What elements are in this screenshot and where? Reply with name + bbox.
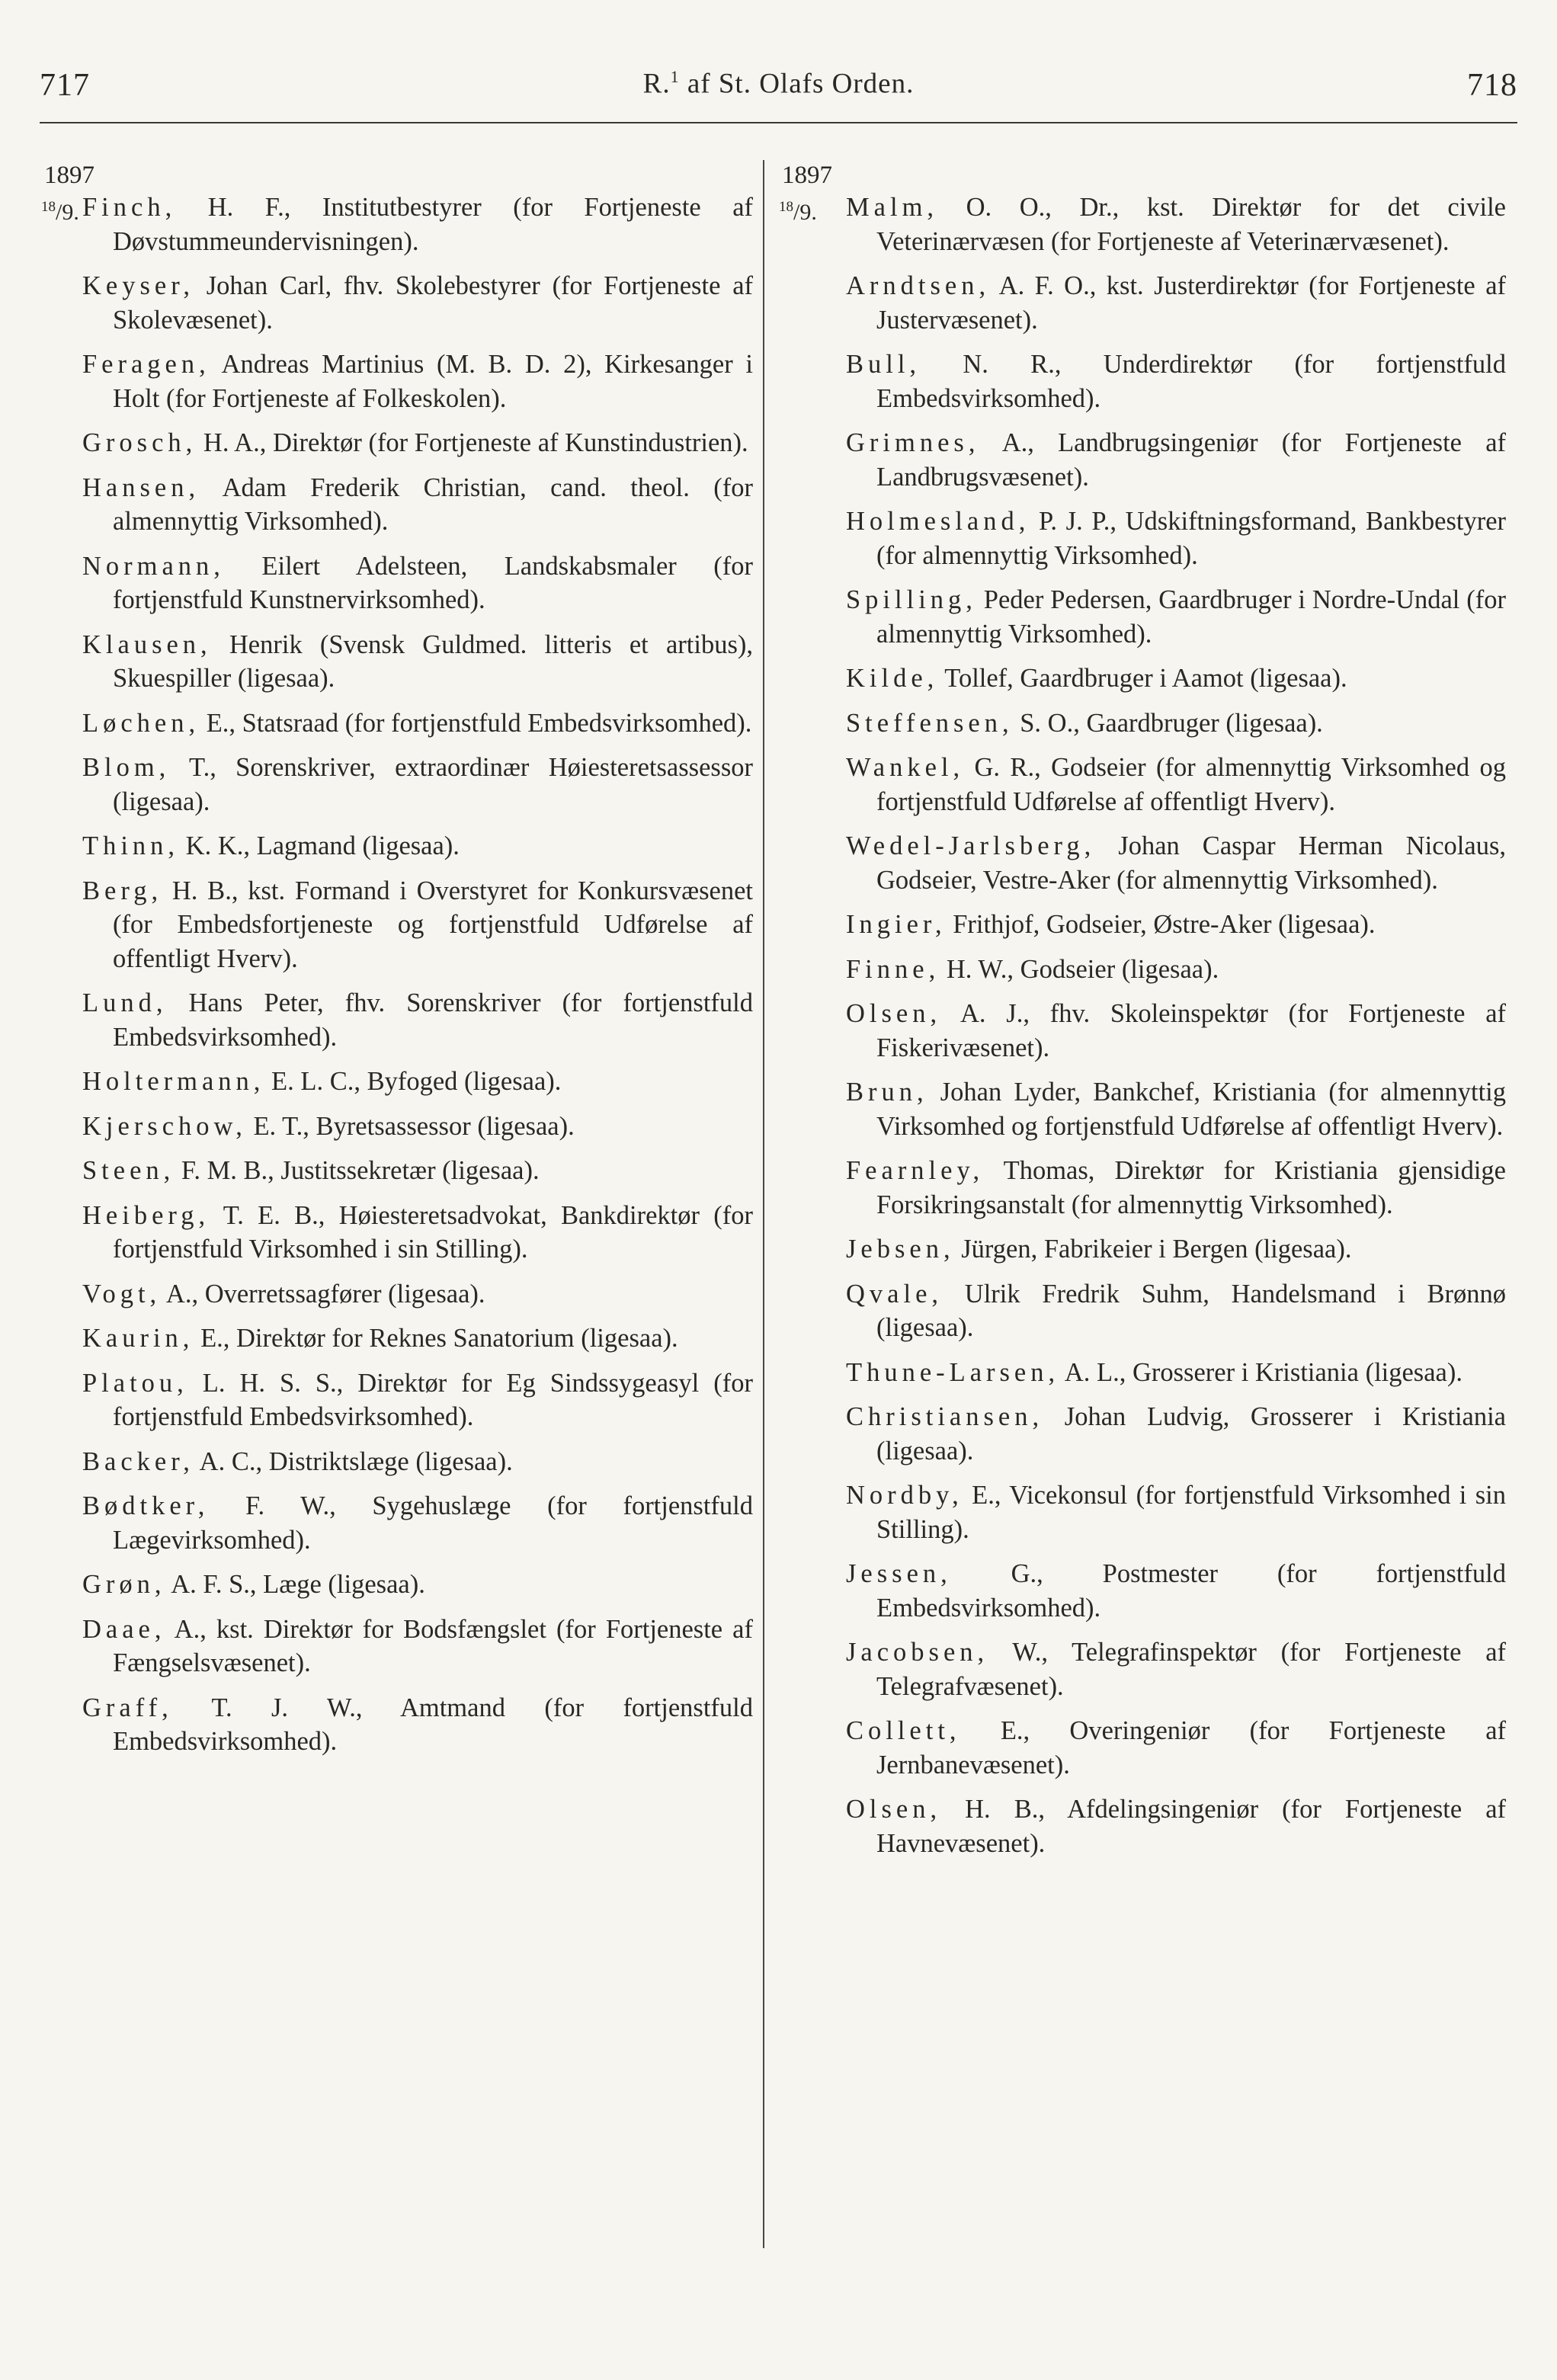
entry-text: E., Direktør for Reknes Sanatorium (ligesaa). xyxy=(194,1324,678,1353)
entry-body xyxy=(82,426,753,460)
entry-name: Heiberg, xyxy=(82,1200,210,1230)
entry-text: Adam Frederik Christian, cand. theol. (for almennyttig Virksomhed). xyxy=(113,472,753,536)
entry-text: Jürgen, Fabrikeier i Bergen (ligesaa). xyxy=(954,1235,1352,1264)
entry-text: Hans Peter, fhv. Sorenskriver (for fortjenstfuld Embedsvirksomhed). xyxy=(113,988,753,1052)
entry-name: Blom, xyxy=(82,753,171,782)
entry-name: Spilling, xyxy=(846,585,977,614)
header-rule xyxy=(40,122,1517,123)
entry-body xyxy=(846,1277,1506,1345)
entry-body xyxy=(846,505,1506,572)
entry-name: Steffensen, xyxy=(846,708,1014,738)
entry-body xyxy=(82,986,753,1054)
list-item xyxy=(44,348,753,415)
entry-name: Holtermann, xyxy=(82,1067,265,1096)
entry-body xyxy=(82,1691,753,1759)
entry-body xyxy=(82,874,753,976)
entry-body xyxy=(846,1400,1506,1468)
running-title xyxy=(40,67,1517,100)
entry-name: Arndtsen, xyxy=(846,271,991,300)
entry-text: E., Overingeniør (for Fortjeneste af Jernbanevæsenet). xyxy=(876,1716,1506,1779)
date-day: 18 xyxy=(41,199,56,215)
list-item xyxy=(44,549,753,617)
entry-body xyxy=(846,1154,1506,1222)
entry-body xyxy=(82,1613,753,1680)
list-item xyxy=(44,269,753,337)
list-item xyxy=(782,751,1506,818)
entry-body xyxy=(846,751,1506,818)
entry-text: Eilert Adelsteen, Landskabsmaler (for fortjenstfuld Kunstnervirksomhed). xyxy=(113,551,753,614)
entry-body xyxy=(846,706,1506,741)
entry-text: Frithjof, Godseier, Østre-Aker (ligesaa). xyxy=(946,910,1376,939)
list-item xyxy=(782,1154,1506,1222)
entry-text: H. W., Godseier (ligesaa). xyxy=(940,954,1219,984)
left-column xyxy=(41,160,753,1770)
list-item xyxy=(782,1075,1506,1143)
list-item xyxy=(782,269,1506,337)
entry-name: Feragen, xyxy=(82,350,210,379)
entry-text: A. F. S., Læge (ligesaa). xyxy=(165,1570,425,1599)
entry-name: Wankel, xyxy=(846,753,965,782)
entry-body xyxy=(846,661,1506,696)
entry-name: Christiansen, xyxy=(846,1402,1044,1431)
list-item xyxy=(782,583,1506,651)
entry-name: Qvale, xyxy=(846,1279,943,1309)
title-suffix: af St. Olafs Orden. xyxy=(679,68,915,100)
date-month: 9 xyxy=(62,200,74,225)
entry-name: Klausen, xyxy=(82,629,212,659)
entry-name: Berg, xyxy=(82,876,163,905)
entry-name: Olsen, xyxy=(846,999,942,1028)
list-item xyxy=(41,191,753,258)
list-item xyxy=(44,751,753,818)
entry-body xyxy=(846,269,1506,337)
entry-text: H. B., Afdelingsingeniør (for Fortjeneste af Havnevæsenet). xyxy=(876,1795,1506,1858)
list-item xyxy=(782,505,1506,572)
date-month: 9 xyxy=(799,200,812,225)
entry-name: Kilde, xyxy=(846,664,939,693)
entry-date: $^{18}$/9. xyxy=(779,199,817,225)
entry-text: G., Postmester (for fortjenstfuld Embedsvirksomhed). xyxy=(876,1559,1506,1622)
entry-text: H. F., Institutbestyrer (for Fortjeneste af Døvstummeundervisningen). xyxy=(113,193,753,256)
entry-name: Finch, xyxy=(82,193,177,222)
list-item xyxy=(782,953,1506,987)
entry-name: Kaurin, xyxy=(82,1324,194,1353)
entry-text: N. R., Underdirektør (for fortjenstfuld Embedsvirksomhed). xyxy=(876,350,1506,413)
entry-body xyxy=(846,997,1506,1065)
entry-name: Jessen, xyxy=(846,1559,952,1588)
entry-name: Bull, xyxy=(846,350,921,379)
list-item xyxy=(44,628,753,696)
list-item xyxy=(782,1400,1506,1468)
entry-body xyxy=(82,1568,753,1602)
entry-body xyxy=(82,191,753,258)
entry-name: Collett, xyxy=(846,1716,961,1745)
right-column xyxy=(779,160,1506,1871)
entry-body xyxy=(846,908,1506,942)
entry-name: Holmesland, xyxy=(846,507,1030,536)
list-item xyxy=(782,1714,1506,1782)
entry-body xyxy=(846,583,1506,651)
entry-body xyxy=(846,1232,1506,1267)
list-item xyxy=(44,1366,753,1434)
entry-body xyxy=(846,1478,1506,1546)
entry-body xyxy=(846,953,1506,987)
list-item xyxy=(779,191,1506,258)
entry-name: Ingier, xyxy=(846,910,947,939)
entry-text: H. A., Direktør (for Fortjeneste af Kunstindustrien). xyxy=(197,428,748,457)
date-day: 18 xyxy=(779,199,793,215)
list-item xyxy=(782,1232,1506,1267)
title-prefix: R. xyxy=(642,68,671,100)
entry-text: W., Telegrafinspektør (for Fortjeneste af Telegrafvæsenet). xyxy=(876,1638,1506,1701)
entry-text: T., Sorenskriver, extraordinær Høiesteretsassessor (ligesaa). xyxy=(113,753,753,816)
entry-text: Johan Ludvig, Grosserer i Kristiania (ligesaa). xyxy=(876,1402,1506,1465)
entry-body xyxy=(82,706,753,741)
entry-body xyxy=(82,549,753,617)
entry-name: Vogt, xyxy=(82,1279,162,1309)
entry-text: K. K., Lagmand (ligesaa). xyxy=(179,831,460,860)
entry-text: T. J. W., Amtmand (for fortjenstfuld Embedsvirksomhed). xyxy=(113,1693,753,1756)
list-item xyxy=(44,1691,753,1759)
entry-text: H. B., kst. Formand i Overstyret for Konkursvæsenet (for Embedsfortjeneste og fortjenstfuld Udførelse af offentligt Hverv). xyxy=(113,876,753,973)
entry-body xyxy=(82,1154,753,1188)
entry-name: Løchen, xyxy=(82,708,200,738)
list-item xyxy=(44,1568,753,1602)
list-item xyxy=(44,706,753,741)
entry-text: Henrik (Svensk Guldmed. litteris et artibus), Skuespiller (ligesaa). xyxy=(113,629,753,693)
title-superscript: 1 xyxy=(670,67,680,86)
entry-text: E. L. C., Byfoged (ligesaa). xyxy=(264,1067,562,1096)
entry-body xyxy=(82,1366,753,1434)
entry-body xyxy=(846,1075,1506,1143)
list-item xyxy=(44,471,753,539)
entry-name: Thune-Larsen, xyxy=(846,1357,1060,1387)
entry-body xyxy=(82,269,753,337)
entry-body xyxy=(82,1065,753,1099)
entry-text: Johan Carl, fhv. Skolebestyrer (for Fortjeneste af Skolevæsenet). xyxy=(113,271,753,335)
list-item xyxy=(782,1635,1506,1703)
entry-body xyxy=(82,1445,753,1479)
entry-text: T. E. B., Høiesteretsadvokat, Bankdirektør (for fortjenstfuld Virksomhed i sin Stilling). xyxy=(113,1200,753,1264)
entry-name: Finne, xyxy=(846,954,940,984)
entry-body xyxy=(846,191,1506,258)
entry-body xyxy=(82,829,753,863)
list-item xyxy=(44,874,753,976)
entry-text: G. R., Godseier (for almennyttig Virksomhed og fortjenstfuld Udførelse af offentligt Hverv). xyxy=(876,753,1506,816)
entry-name: Kjerschow, xyxy=(82,1111,247,1141)
entry-name: Thinn, xyxy=(82,831,180,860)
entry-body xyxy=(846,1635,1506,1703)
entry-text: L. H. S. S., Direktør for Eg Sindssygeasyl (for fortjenstfuld Embedsvirksomhed). xyxy=(113,1368,753,1431)
entry-date: $^{18}$/9. xyxy=(41,199,79,225)
entry-text: S. O., Gaardbruger (ligesaa). xyxy=(1013,708,1323,738)
entry-body xyxy=(846,426,1506,494)
list-item xyxy=(44,829,753,863)
entry-body xyxy=(846,829,1506,897)
entry-name: Grøn, xyxy=(82,1570,166,1599)
entry-name: Nordby, xyxy=(846,1481,963,1510)
entry-name: Backer, xyxy=(82,1446,194,1476)
entry-body xyxy=(846,1356,1506,1390)
list-item xyxy=(782,997,1506,1065)
list-item xyxy=(782,1478,1506,1546)
entry-body xyxy=(846,1557,1506,1625)
list-item xyxy=(44,1154,753,1188)
entry-text: Johan Caspar Herman Nicolaus, Godseier, Vestre-Aker (for almennyttig Virksomhed). xyxy=(876,831,1506,895)
entry-name: Grosch, xyxy=(82,428,197,457)
entry-body xyxy=(82,471,753,539)
entry-text: E., Vicekonsul (for fortjenstfuld Virksomhed i sin Stilling). xyxy=(876,1481,1506,1544)
entry-text: A. L., Grosserer i Kristiania (ligesaa). xyxy=(1059,1357,1462,1387)
list-item xyxy=(782,348,1506,415)
entry-body xyxy=(846,348,1506,415)
entry-body xyxy=(82,1277,753,1312)
entry-body xyxy=(82,751,753,818)
entry-text: Peder Pedersen, Gaardbruger i Nordre-Undal (for almennyttig Virksomhed). xyxy=(876,585,1506,649)
list-item xyxy=(44,1321,753,1356)
entry-text: Johan Lyder, Bankchef, Kristiania (for almennyttig Virksomhed og fortjenstfuld Udførelse af offentligt Hverv). xyxy=(876,1078,1506,1141)
entry-body xyxy=(82,348,753,415)
list-item xyxy=(44,986,753,1054)
entry-text: O. O., Dr., kst. Direktør for det civile Veterinærvæsen (for Fortjeneste af Veterinærvæsenet). xyxy=(876,193,1506,256)
entry-text: E., Statsraad (for fortjenstfuld Embedsvirksomhed). xyxy=(200,708,752,738)
entry-name: Brun, xyxy=(846,1078,928,1107)
entry-text: Thomas, Direktør for Kristiania gjensidige Forsikringsanstalt (for almennyttig Virksomhed). xyxy=(876,1156,1506,1219)
list-item xyxy=(44,1199,753,1267)
entry-text: A. F. O., kst. Justerdirektør (for Fortjeneste af Justervæsenet). xyxy=(876,271,1506,335)
entry-body xyxy=(846,1714,1506,1782)
entry-name: Jebsen, xyxy=(846,1235,955,1264)
list-item xyxy=(44,1277,753,1312)
left-page-number: 717 xyxy=(40,68,90,103)
entry-text: F. W., Sygehuslæge (for fortjenstfuld Lægevirksomhed). xyxy=(113,1491,753,1555)
entry-body xyxy=(846,1792,1506,1860)
list-item xyxy=(782,1356,1506,1390)
entry-body xyxy=(82,1489,753,1557)
list-item xyxy=(782,706,1506,741)
list-item xyxy=(782,661,1506,696)
entry-name: Fearnley, xyxy=(846,1156,985,1185)
list-item xyxy=(782,426,1506,494)
list-item xyxy=(44,1110,753,1144)
entry-text: A., Overretssagfører (ligesaa). xyxy=(161,1279,485,1309)
list-item xyxy=(44,426,753,460)
entry-text: A. C., Distriktslæge (ligesaa). xyxy=(194,1446,513,1476)
entry-body xyxy=(82,628,753,696)
list-item xyxy=(782,1277,1506,1345)
entry-body xyxy=(82,1321,753,1356)
column-divider xyxy=(763,160,764,2248)
entry-text: Tollef, Gaardbruger i Aamot (ligesaa). xyxy=(938,664,1347,693)
list-item xyxy=(44,1445,753,1479)
entry-name: Keyser, xyxy=(82,271,194,300)
entry-name: Steen, xyxy=(82,1156,175,1185)
entry-name: Hansen, xyxy=(82,472,200,502)
right-page-number: 718 xyxy=(1467,68,1517,103)
list-item xyxy=(44,1489,753,1557)
entry-name: Graff, xyxy=(82,1693,173,1722)
entry-name: Wedel-Jarlsberg, xyxy=(846,831,1096,860)
entry-body xyxy=(82,1199,753,1267)
entry-text: A., Landbrugsingeniør (for Fortjeneste af Landbrugsvæsenet). xyxy=(876,428,1506,492)
entry-text: F. M. B., Justitssekretær (ligesaa). xyxy=(175,1156,540,1185)
entry-name: Malm, xyxy=(846,193,939,222)
entry-text: A. J., fhv. Skoleinspektør (for Fortjeneste af Fiskerivæsenet). xyxy=(876,999,1506,1062)
entry-body xyxy=(82,1110,753,1144)
list-item xyxy=(44,1613,753,1680)
left-year: 1897 xyxy=(44,162,95,189)
entry-text: Ulrik Fredrik Suhm, Handelsmand i Brønnø (ligesaa). xyxy=(876,1279,1506,1342)
list-item xyxy=(782,1557,1506,1625)
list-item xyxy=(782,829,1506,897)
entry-name: Normann, xyxy=(82,551,225,581)
entry-name: Daae, xyxy=(82,1614,166,1644)
entry-name: Olsen, xyxy=(846,1795,942,1824)
entry-text: P. J. P., Udskiftningsformand, Bankbestyrer (for almennyttig Virksomhed). xyxy=(876,507,1506,570)
entry-name: Bødtker, xyxy=(82,1491,210,1520)
entry-name: Grimnes, xyxy=(846,428,980,457)
entry-name: Jacobsen, xyxy=(846,1638,989,1667)
right-year: 1897 xyxy=(782,162,832,189)
list-item xyxy=(782,1792,1506,1860)
entry-text: Andreas Martinius (M. B. D. 2), Kirkesanger i Holt (for Fortjeneste af Folkeskolen). xyxy=(113,350,753,413)
list-item xyxy=(44,1065,753,1099)
entry-text: E. T., Byretsassessor (ligesaa). xyxy=(246,1111,575,1141)
page-header xyxy=(40,67,1517,114)
entry-text: A., kst. Direktør for Bodsfængslet (for Fortjeneste af Fængselsvæsenet). xyxy=(113,1614,753,1677)
list-item xyxy=(782,908,1506,942)
entry-name: Platou, xyxy=(82,1368,188,1398)
entry-name: Lund, xyxy=(82,988,168,1017)
